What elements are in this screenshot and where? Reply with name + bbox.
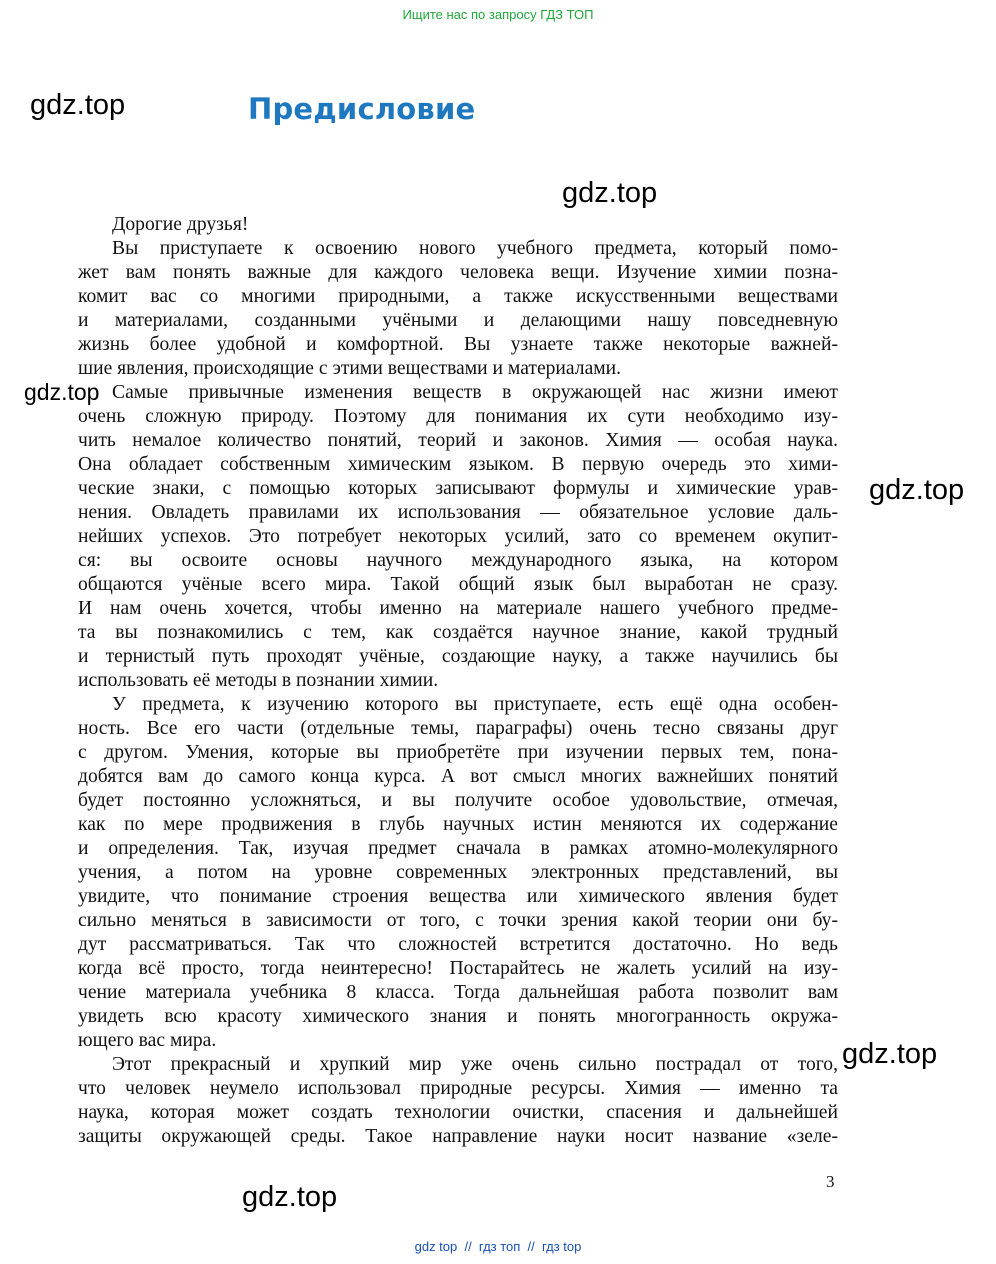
text-line: учения, а потом на уровне современных электронных представлений, вы — [78, 862, 838, 883]
text-line: ческие знаки, с помощью которых записывают формулы и химические урав- — [78, 478, 838, 499]
text-line: и определения. Так, изучая предмет сначала в рамках атомно-молекулярного — [78, 838, 838, 859]
text-line: и материалами, созданными учёными и делающими нашу повседневную — [78, 310, 838, 331]
watermark: gdz.top — [24, 379, 100, 405]
text-line: жизнь более удобной и комфортной. Вы узнаете также некоторые важней- — [78, 334, 838, 355]
text-line: как по мере продвижения в глубь научных истин меняются их содержание — [78, 814, 838, 835]
text-line: защиты окружающей среды. Такое направление науки носит название «зеле- — [78, 1126, 838, 1147]
watermark: gdz.top — [562, 177, 658, 209]
text-line: У предмета, к изучению которого вы приступаете, есть ещё одна особен- — [112, 694, 838, 715]
text-line: что человек неумело использовал природные ресурсы. Химия — именно та — [78, 1078, 838, 1099]
text-line: и тернистый путь проходят учёные, создающие науку, а также научились бы — [78, 646, 838, 667]
text-line: сильно меняться в зависимости от того, с точки зрения какой теории они бу- — [78, 910, 838, 931]
text-line: чение материала учебника 8 класса. Тогда дальнейшая работа позволит вам — [78, 982, 838, 1003]
text-line: ся: вы освоите основы научного международного языка, на котором — [78, 550, 838, 571]
text-line: общаются учёные всего мира. Такой общий язык был выработан не сразу. — [78, 574, 838, 595]
text-line: наука, которая может создать технологии очистки, спасения и дальнейшей — [78, 1102, 838, 1123]
watermark: gdz.top — [869, 474, 965, 506]
page-number: 3 — [826, 1172, 835, 1191]
text-line: добятся вам до самого конца курса. А вот смысл многих важнейших понятий — [78, 766, 838, 787]
text-line: нейших успехов. Это потребует некоторых усилий, зато со временем окупит- — [78, 526, 838, 547]
text-line: комит вас со многими природными, а также искусственными веществами — [78, 286, 838, 307]
text-line: та вы познакомились с тем, как создаётся научное знание, какой трудный — [78, 622, 838, 643]
text-line: нения. Овладеть правилами их использования — обязательное условие даль- — [78, 502, 838, 523]
watermark: gdz.top — [30, 89, 126, 121]
text-line: Этот прекрасный и хрупкий мир уже очень сильно пострадал от того, — [112, 1054, 838, 1075]
text-line: Дорогие друзья! — [112, 214, 249, 235]
text-line: Она обладает собственным химическим языком. В первую очередь это хими- — [78, 454, 838, 475]
text-line: ющего вас мира. — [78, 1030, 217, 1051]
text-line: жет вам понять важные для каждого человека вещи. Изучение химии позна- — [78, 262, 838, 283]
text-line: когда всё просто, тогда неинтересно! Постарайтесь не жалеть усилий на изу- — [78, 958, 838, 979]
text-line: Самые привычные изменения веществ в окружающей нас жизни имеют — [112, 382, 838, 403]
text-line: дут рассматриваться. Так что сложностей встретится достаточно. Но ведь — [78, 934, 838, 955]
text-line: увидеть всю красоту химического знания и понять многогранность окружа- — [78, 1006, 838, 1027]
text-line: с другом. Умения, которые вы приобретёте при изучении первых тем, пона- — [78, 742, 838, 763]
text-line: будет постоянно усложняться, и вы получите особое удовольствие, отмечая, — [78, 790, 838, 811]
text-line: очень сложную природу. Поэтому для понимания их сути необходимо изу- — [78, 406, 838, 427]
watermark: gdz.top — [242, 1181, 338, 1213]
text-line: шие явления, происходящие с этими веществами и материалами. — [78, 358, 622, 379]
text-line: увидите, что понимание строения вещества или химического явления будет — [78, 886, 838, 907]
text-line: использовать её методы в познании химии. — [78, 670, 439, 691]
text-line: И нам очень хочется, чтобы именно на материале нашего учебного предме- — [78, 598, 838, 619]
watermark: gdz.top — [842, 1038, 938, 1070]
text-line: ность. Все его части (отдельные темы, параграфы) очень тесно связаны друг — [78, 718, 838, 739]
preface-text — [78, 213, 838, 1149]
text-line: чить немалое количество понятий, теорий и законов. Химия — особая наука. — [78, 430, 838, 451]
top-banner: Ищите нас по запросу ГДЗ ТОП — [402, 7, 594, 22]
text-line: Вы приступаете к освоению нового учебного предмета, который помо- — [112, 238, 838, 259]
page-title: Предисловие — [248, 92, 476, 126]
footer-links: gdz top // гдз топ // гдз top — [414, 1239, 582, 1254]
